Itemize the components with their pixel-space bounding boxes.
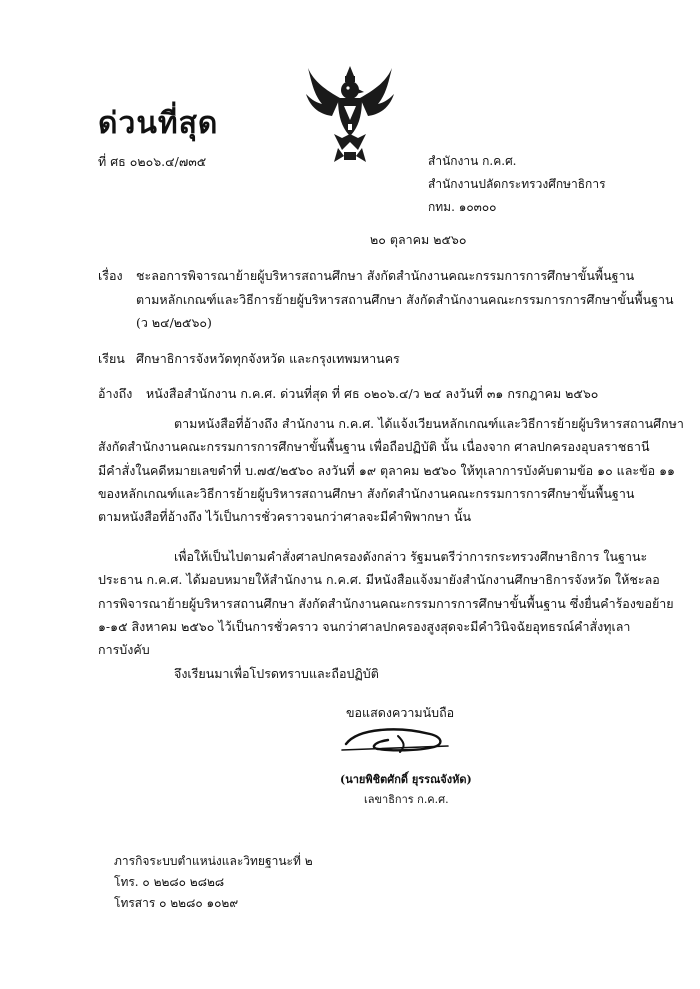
paragraph-2-line: ประธาน ก.ค.ศ. ได้มอบหมายให้สำนักงาน ก.ค.ศ. มีหนังสือแจ้งมายังสำนักงานศึกษาธิการจังหวัด ให้ชะลอ	[98, 572, 660, 588]
reference-label: อ้างถึง	[98, 386, 133, 401]
paragraph-1-line: สังกัดสำนักงานคณะกรรมการการศึกษาขั้นพื้นฐาน เพื่อถือปฏิบัติ นั้น เนื่องจาก ศาลปกครองอุบลราชธานี	[98, 439, 650, 455]
agency-line-3: กทม. ๑๐๓๐๐	[428, 200, 497, 214]
subject-label: เรื่อง	[98, 268, 123, 283]
garuda-emblem	[304, 64, 396, 168]
paragraph-2-line: การบังคับ	[98, 642, 150, 658]
agency-line-2: สำนักงานปลัดกระทรวงศึกษาธิการ	[428, 177, 606, 191]
subject-line-1: ชะลอการพิจารณาย้ายผู้บริหารสถานศึกษา สังกัดสำนักงานคณะกรรมการการศึกษาขั้นพื้นฐาน	[136, 268, 635, 283]
urgency-heading: ด่วนที่สุด	[98, 106, 219, 141]
footer-unit: ภารกิจระบบตำแหน่งและวิทยฐานะที่ ๒	[114, 854, 313, 868]
reference-text: หนังสือสำนักงาน ก.ค.ศ. ด่วนที่สุด ที่ ศธ ๐๒๐๖.๔/ว ๒๔ ลงวันที่ ๓๑ กรกฎาคม ๒๕๖๐	[146, 386, 599, 401]
paragraph-2-line: การพิจารณาย้ายผู้บริหารสถานศึกษา สังกัดสำนักงานคณะกรรมการการศึกษาขั้นพื้นฐาน ซึ่งยื่นคำร้องขอย้าย	[98, 595, 674, 611]
signer-name: (นายพิชิตศักดิ์ ยุรรณจังหัด)	[340, 773, 472, 786]
handwritten-signature	[338, 722, 458, 758]
subject-line-2: ตามหลักเกณฑ์และวิธีการย้ายผู้บริหารสถานศึกษา สังกัดสำนักงานคณะกรรมการการศึกษาขั้นพื้นฐาน	[136, 292, 674, 307]
paragraph-1-line: ของหลักเกณฑ์และวิธีการย้ายผู้บริหารสถานศึกษา สังกัดสำนักงานคณะกรรมการการศึกษาขั้นพื้นฐาน	[98, 485, 635, 501]
body-paragraph-2	[98, 545, 674, 661]
paragraph-1-line: ตามหนังสือที่อ้างถึง สำนักงาน ก.ค.ศ. ได้แจ้งเวียนหลักเกณฑ์และวิธีการย้ายผู้บริหารสถานศึกษา	[174, 416, 684, 431]
agency-line-1: สำนักงาน ก.ค.ศ.	[428, 154, 517, 168]
salutation-text: ศึกษาธิการจังหวัดทุกจังหวัด และกรุงเทพมหานคร	[136, 351, 400, 366]
paragraph-1-line: มีคำสั่งในคดีหมายเลขดำที่ บ.๗๕/๒๕๖๐ ลงวันที่ ๑๙ ตุลาคม ๒๕๖๐ ให้ทุเลาการบังคับตามข้อ ๑๐ และข้อ ๑๑	[98, 462, 675, 478]
paragraph-2-line: ๑-๑๕ สิงหาคม ๒๕๖๐ ไว้เป็นการชั่วคราว จนกว่าศาลปกครองสูงสุดจะมีคำวินิจฉัยอุทธรณ์คำสั่งทุเลา	[98, 618, 631, 634]
paragraph-1-line: ตามหนังสือที่อ้างถึง ไว้เป็นการชั่วคราวจนกว่าศาลจะมีคำพิพากษา นั้น	[98, 509, 472, 525]
footer-fax: โทรสาร ๐ ๒๒๘๐ ๑๐๒๙	[114, 896, 239, 910]
footer-phone: โทร. ๐ ๒๒๘๐ ๒๘๒๘	[114, 875, 225, 889]
paragraph-2-line: เพื่อให้เป็นไปตามคำสั่งศาลปกครองดังกล่าว รัฐมนตรีว่าการกระทรวงศึกษาธิการ ในฐานะ	[174, 549, 648, 564]
document-date: ๒๐ ตุลาคม ๒๕๖๐	[370, 232, 467, 247]
document-number: ที่ ศธ ๐๒๐๖.๔/๗๓๕	[98, 154, 207, 169]
closing-phrase: ขอแสดงความนับถือ	[346, 705, 455, 720]
salutation-label: เรียน	[98, 351, 125, 366]
signer-title: เลขาธิการ ก.ค.ศ.	[364, 793, 449, 806]
subject-line-3: (ว ๒๔/๒๕๖๐)	[136, 315, 212, 330]
body-paragraph-1	[98, 412, 684, 528]
closing-request: จึงเรียนมาเพื่อโปรดทราบและถือปฏิบัติ	[174, 666, 379, 681]
